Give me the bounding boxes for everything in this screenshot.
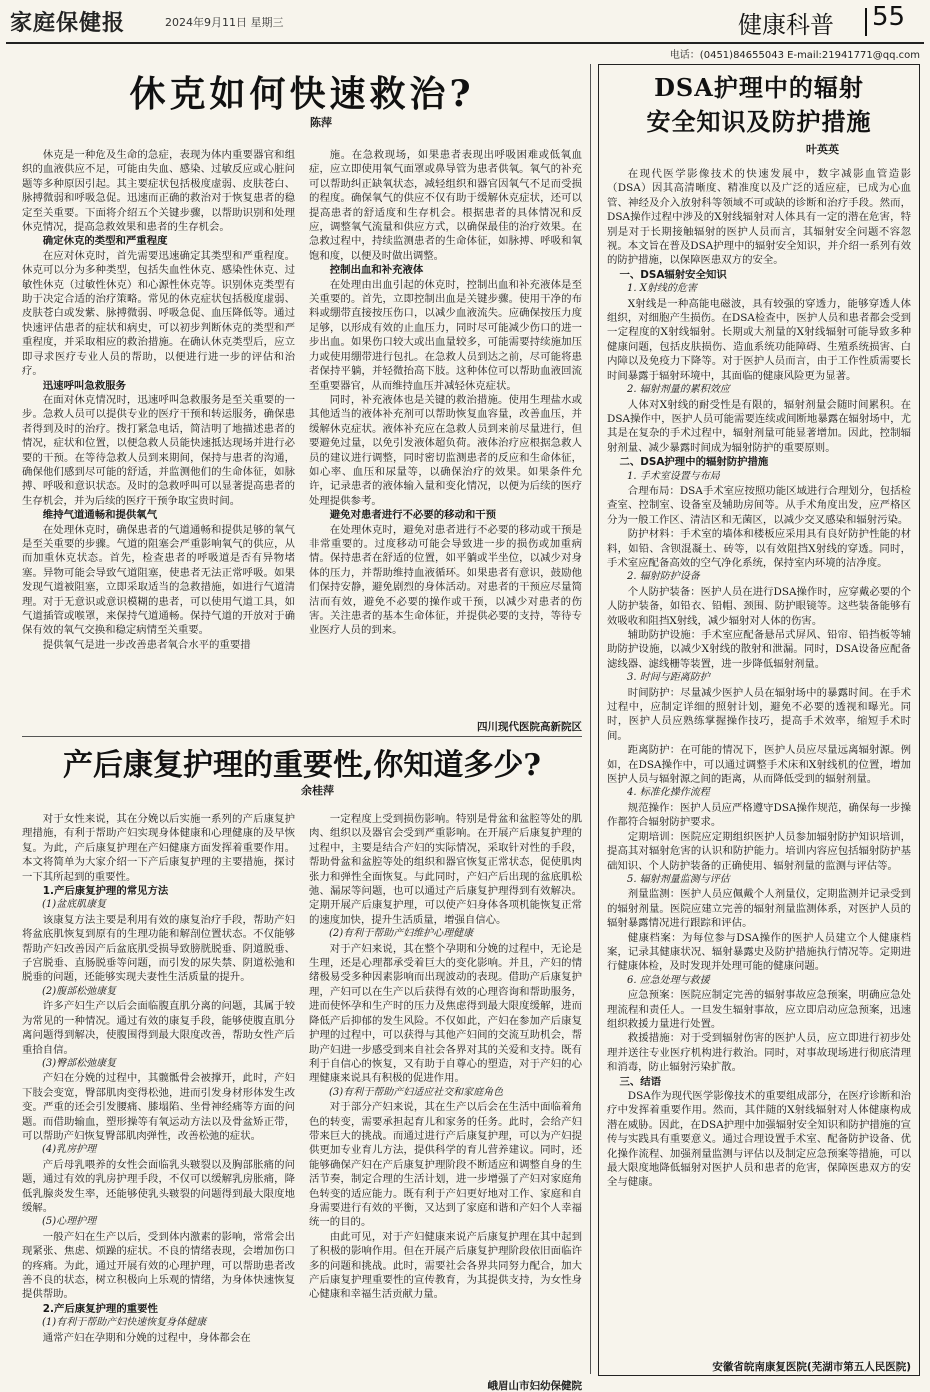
paragraph: 通常产妇在孕期和分娩的过程中，身体都会在: [42, 1331, 251, 1344]
article-dsa-radiation: [598, 64, 920, 1376]
subsection-heading: 4. 标准化操作流程: [627, 787, 710, 799]
subsection-heading: (3)臀部松弛康复: [42, 1057, 117, 1069]
text-column: [22, 812, 295, 1372]
paragraph: 由此可见，对于产妇健康来说产后康复护理在其中起到了积极的影响作用。但在开展产后康复护理阶段依旧面临许多的问题和挑战。此时，需要社会各界共同努力配合，加大产后康复护理重要性的宣传教育，为其提供支持，为女性身心健康和幸福生活贡献力量。: [309, 1230, 582, 1301]
subsection-heading: 6. 应急处理与救援: [627, 974, 710, 986]
article-postpartum-rehab: [22, 744, 582, 1392]
article-divider: [22, 736, 582, 737]
subsection-heading: 2. 辐射防护设备: [627, 571, 700, 583]
section-heading: 三、结语: [619, 1075, 662, 1088]
paragraph: 时间防护：尽量减少医护人员在辐射场中的暴露时间。在手术过程中，应制定详细的照射计划，避免不必要的透视和曝光。同时，医护人员应熟练掌握操作技巧，提高手术效率，缩短手术时间。: [607, 686, 911, 742]
issue-date: 2024年9月11日 星期三: [165, 16, 284, 29]
paragraph: 距离防护：在可能的情况下，医护人员应尽量远离辐射源。例如，在DSA操作中，可以通过调整手术床和X射线机的位置，增加医护人员与辐射源之间的距离，从而降低受到的辐射剂量。: [607, 744, 911, 786]
paragraph: 在现代医学影像技术的快速发展中，数字减影血管造影（DSA）因其高清晰度、精准度以及广泛的适应症，已成为心血管、神经及介入放射科等领域不可或缺的诊断和治疗手段。然而，DSA操作过程中涉及的X射线辐射对人体具有一定的潜在危害，特别是对于长期接触辐射的医护人员而言，其辐射安全问题不容忽视。本文旨在普及DSA护理中的辐射安全知识，并介绍一系列有效的防护措施，以保障医患双方的安全。: [607, 168, 911, 267]
paragraph: 对于产妇来说，其在整个孕期和分娩的过程中，无论是生理，还是心理都承受着巨大的变化影响。并且，产妇的情绪极易受多种因素影响而出现波动的表现。借助产后康复护理，产妇可以在生产以后获得有效的心理咨询和帮助服务，进而使怀孕和生产时的压力及焦虑得到最大限度缓解，进而降低产后抑郁的发生风险。不仅如此，产妇在参加产后康复护理的过程中，可以获得与其他产妇间的交流互助机会，帮助产妇进一步感受到来自社会各界对其的关爱和支持。既有利于自信心的恢复，又有助于自尊心的塑造，对于产妇的心理健康来说具有积极的促进作用。: [309, 942, 582, 1085]
article-author: 叶英英: [806, 143, 839, 156]
text-column: [309, 148, 582, 713]
paragraph: 施。在急救现场，如果患者表现出呼吸困难或低氧血症，应立即使用氧气面罩或鼻导管为患者供氧。氧气的补充可以帮助纠正缺氧状态，减轻组织和器官因氧气不足而受损的程度。确保氧气的供应不仅有助于缓解休克症状，还可以提高患者的舒适度和生存机会。根据患者的具体情况和反应，调整氧气流量和供应方式，以确保最佳的治疗效果。在急救过程中，持续监测患者的生命体征，如脉搏、呼吸和氧饱和度，以便及时做出调整。: [309, 149, 582, 262]
subsection-heading: 3. 时间与距离防护: [627, 672, 710, 684]
paragraph: DSA作为现代医学影像技术的重要组成部分，在医疗诊断和治疗中发挥着重要作用。然而，其伴随的X射线辐射对人体健康构成潜在威胁。因此，在DSA护理中加强辐射安全知识和防护措施的宣传与实践具有重要意义。通过合理设置手术室、配备防护设备、优化操作流程、加强剂量监测与评估以及制定应急预案等措施，可以最大限度地降低辐射对医护人员和患者的危害，保障医患双方的安全与健康。: [607, 1090, 911, 1189]
text-column: [607, 167, 911, 1355]
paragraph: 人体对X射线的耐受性是有限的，辐射剂量会随时间累积。在DSA操作中，医护人员可能需要连续或间断地暴露在辐射场中，尤其是在复杂的手术过程中，辐射剂量可能显著增加。因此，控制辐射剂量、减少暴露时间成为辐射防护的重要原则。: [607, 398, 911, 454]
newspaper-name: 家庭保健报: [10, 11, 126, 36]
article-title: [607, 71, 911, 139]
title-line: DSA护理中的辐射: [654, 73, 864, 102]
section-heading: 控制出血和补充液体: [329, 264, 424, 277]
paragraph: 定期培训：医院应定期组织医护人员参加辐射防护知识培训，提高其对辐射危害的认识和防护能力。培训内容应包括辐射防护基础知识、个人防护装备的正确使用、辐射剂量的监测与评估等。: [607, 830, 911, 872]
column-divider: [590, 64, 591, 1374]
paragraph: 该康复方法主要是利用有效的康复治疗手段，帮助产妇将盆底肌恢复到原有的生理功能和解剖位置状态。不仅能够帮助产妇改善因产后盆底肌受损导致膀胱脱垂、阴道脱垂、子宫脱垂、直肠脱垂等问题，而引发的尿失禁、阴道松弛和脱垂的问题，还能够实现夫妻性生活质量的提升。: [22, 913, 295, 984]
subsection-heading: (1)盆底肌康复: [42, 899, 107, 911]
article-source: 安徽省皖南康复医院(芜湖市第五人民医院): [712, 1361, 911, 1373]
paragraph: X射线是一种高能电磁波，具有较强的穿透力，能够穿透人体组织，对细胞产生损伤。在DSA检查中，医护人员和患者都会受到一定程度的X射线辐射。长期或大剂量的X射线辐射可能导致多种健康问题，包括皮肤损伤、造血系统功能障碍、生殖系统损害、白内障以及免疫力下降等。对于医护人员而言，由于工作性质需要长时间暴露于辐射环境中，其面临的健康风险更为显著。: [607, 297, 911, 382]
paragraph: 在处理由出血引起的休克时，控制出血和补充液体是至关重要的。首先，立即控制出血是关键步骤。使用干净的布料或绷带直接按压伤口，以减少血液流失。应确保按压力度足够，以形成有效的止血压力，同时尽可能减少伤口的进一步出血。如果伤口较大或出血量较多，可能需要持续施加压力或使用绷带进行包扎。在急救人员到达之前，尽可能将患者保持平躺，并轻微抬高下肢。这种体位可以帮助血液回流至重要器官，从而维持血压并减轻休克症状。: [309, 278, 582, 392]
section-heading: 确定休克的类型和严重程度: [42, 235, 168, 248]
paragraph: 在应对休克时，首先需要迅速确定其类型和严重程度。休克可以分为多种类型，包括失血性休克、感染性休克、过敏性休克（过敏性休克）和心源性休克等。识别休克类型有助于决定合适的治疗策略。常见的休克症状包括极度虚弱、皮肤苍白或发紫、脉搏微弱、呼吸急促、血压降低等。通过快速评估患者的症状和病史，可以初步判断休克的类型和严重程度，并采取相应的救治措施。在确认休克类型后，应立即寻求医疗专业人员的帮助，以便进行进一步的评估和治疗。: [22, 249, 295, 378]
text-column: [309, 812, 582, 1372]
section-heading: 一、DSA辐射安全知识: [619, 268, 727, 281]
paragraph: 同时，补充液体也是关键的救治措施。使用生理盐水或其他适当的液体补充剂可以帮助恢复血容量，改善血压，并缓解休克症状。液体补充应在急救人员到来前尽量进行，但要避免过量，以免引发液体超负荷。液体治疗应根据急救人员的建议进行调整，同时密切监测患者的反应和生命体征，如心率、血压和尿量等，以确保治疗的效果。如果条件允许，记录患者的液体输入量和变化情况，以便为后续的医疗处理提供参考。: [309, 393, 582, 507]
subsection-heading: 1. 手术室设置与布局: [627, 470, 720, 482]
masthead-separator: [865, 8, 867, 36]
subsection-heading: 2. 辐射剂量的累积效应: [627, 384, 730, 396]
section-heading: 二、DSA护理中的辐射防护措施: [619, 456, 769, 469]
subsection-heading: (2)腹部松弛康复: [42, 985, 117, 997]
article-source: 四川现代医院高新院区: [477, 721, 582, 733]
paragraph: 许多产妇生产以后会面临腹直肌分离的问题，其属于较为常见的一种情况。通过有效的康复手段，能够使腹直肌分离问题得到解决，使腹围得到最大限度改善，帮助女性产后重拾自信。: [22, 1000, 295, 1056]
subsection-heading: (1)有利于帮助产妇快速恢复身体健康: [42, 1317, 207, 1329]
paragraph: 应急预案：医院应制定完善的辐射事故应急预案，明确应急处理流程和责任人。一旦发生辐射事故，应立即启动应急预案，迅速组织救援力量进行处置。: [607, 989, 911, 1030]
paragraph: 提供氧气是进一步改善患者氧合水平的重要措: [42, 638, 251, 651]
paragraph: 救援措施：对于受到辐射伤害的医护人员，应立即进行初步处理并送往专业医疗机构进行救治。同时，对事故现场进行彻底清理和消毒，防止辐射污染扩散。: [607, 1032, 911, 1074]
paragraph: 在处理休克时，确保患者的气道通畅和提供足够的氧气是至关重要的步骤。气道的阻塞会严重影响氧气的供应，从而加重休克状态。首先，检查患者的呼吸道是否有异物堵塞。异物可能会导致气道阻塞，使患者无法正常呼吸。如果发现气道被阻塞，立即采取适当的急救措施，如进行气道清理。对于无意识或意识模糊的患者，可以使用气道工具，如气道插管或喉罩，来保持气道通畅。保持气道的开放对于确保有效的氧气交换和稳定病情至关重要。: [22, 523, 295, 637]
paragraph: 在面对休克情况时，迅速呼叫急救服务是至关重要的一步。急救人员可以提供专业的医疗干预和转运服务，确保患者得到及时的治疗。拨打紧急电话，简洁明了地描述患者的情况，症状和位置，以便急救人员能快速抵达现场并进行必要的干预。在等待急救人员到来期间，保持与患者的沟通，确保他们感到尽可能的舒适，并监测他们的生命体征，如脉搏、呼吸和意识状态。及时的急救呼叫可以显著提高患者的生存机会，并为后续的医疗干预争取宝贵时间。: [22, 393, 295, 507]
subsection-heading: 1. X射线的危害: [627, 283, 697, 295]
paragraph: 规范操作：医护人员应严格遵守DSA操作规范，确保每一步操作都符合辐射防护要求。: [607, 801, 911, 829]
paragraph: 健康档案：为每位参与DSA操作的医护人员建立个人健康档案，记录其健康状况、辐射暴露史及防护措施执行情况等。定期进行健康体检，及时发现并处理可能的健康问题。: [607, 931, 911, 973]
article-body: [22, 812, 582, 1372]
article-author: 陈萍: [310, 116, 332, 129]
contact-line: 电话：(0451)84655043 E-mail:21941771@qq.com: [669, 50, 920, 61]
paragraph: 对于女性来说，其在分娩以后实施一系列的产后康复护理措施，有利于帮助产妇实现身体健康和心理健康的及早恢复。为此，产后康复护理在产妇健康方面发挥着重要作用。本文将简单为大家介绍一下产后康复护理的主要措施，探讨一下其所起到的重要性。: [22, 813, 295, 883]
section-heading: 2.产后康复护理的重要性: [42, 1302, 158, 1315]
subsection-heading: 5. 辐射剂量监测与评估: [627, 873, 730, 885]
section-heading: 1.产后康复护理的常见方法: [42, 885, 169, 898]
subsection-heading: (4)乳房护理: [42, 1144, 97, 1156]
paragraph: 休克是一种危及生命的急症，表现为体内重要器官和组织的血液供应不足，可能由失血、感染、过敏反应或心脏问题等多种原因引起。其主要症状包括极度虚弱、皮肤苍白、脉搏微弱和呼吸急促。迅速而正确的救治对于恢复患者的稳定至关重要。下面将介绍五个关键步骤，以帮助识别和处理休克情况，提高急救效果和患者的生存机会。: [22, 149, 295, 234]
paragraph: 产后母乳喂养的女性会面临乳头皲裂以及胸部胀痛的问题，通过有效的乳房护理手段，不仅可以缓解乳房胀痛，降低乳腺炎发生率，还能够使乳头皲裂的问题得到最大限度地缓解。: [22, 1158, 295, 1214]
paragraph: 产妇在分娩的过程中，其髋骶骨会被撑开，此时，产妇下肢会变宽，臀部肌肉变得松弛，进而引发身材形体发生改变。严重的还会引发腰痛、膝塌陷、坐骨神经痛等方面的问题。而借助输血，塑形操等有氧运动方法以及骨盆矫正带，可以帮助产妇恢复臀部肌肉弹性，改善松弛的症状。: [22, 1072, 295, 1142]
paragraph: 防护材料：手术室的墙体和楼板应采用具有良好防护性能的材料，如铅、含钡混凝土、砖等，以有效阻挡X射线的穿透。同时，手术室应配备高效的空气净化系统，保持室内环境的洁净度。: [607, 528, 911, 569]
paragraph: 一般产妇在生产以后，受到体内激素的影响，常常会出现紧张、焦虑、烦躁的症状。不良的情绪表现，会增加伤口的疼痛。为此，通过开展有效的心理护理，可以帮助患者改善不良的状态，树立积极向上乐观的情绪，为身体快速恢复提供帮助。: [22, 1230, 295, 1301]
paragraph: 在处理休克时，避免对患者进行不必要的移动或干预是非常重要的。过度移动可能会导致进一步的损伤或加重病情。保持患者在舒适的位置，如平躺或半坐位，以减少对身体的压力，并帮助维持血液循环。如果患者有意识，鼓励他们保持安静，避免剧烈的身体活动。对患者的干预应尽量简洁而有效，避免不必要的操作或干预，以减少对患者的伤害。关注患者的基本生命体征，并提供必要的支持，等待专业医疗人员的到来。: [309, 523, 582, 637]
masthead: [0, 0, 930, 61]
article-title: 休克如何快速救治?: [129, 73, 475, 115]
masthead-rule: [6, 42, 924, 44]
article-shock-treatment: [22, 70, 582, 734]
subsection-heading: (2)有利于帮助产妇维护心理健康: [329, 928, 474, 940]
section-title: 健康科普: [738, 11, 834, 39]
title-line: 安全知识及防护措施: [646, 107, 872, 136]
paragraph: 一定程度上受到损伤影响。特别是骨盆和盆腔等处的肌肉、组织以及器官会受到严重影响。在开展产后康复护理的过程中，主要是结合产妇的实际情况，采取针对性的手段，帮助骨盆和盆腔等处的组织和器官恢复正常状态，促使肌肉张力和弹性全面恢复。与此同时，产妇产后出现的盆底肌松弛、漏尿等问题，也可以通过产后康复护理得到有效解决。定期开展产后康复护理，可以使产妇身体各项机能恢复正常的速度加快，提升生活质量，增强自信心。: [309, 813, 582, 926]
subsection-heading: (5)心理护理: [42, 1216, 97, 1228]
paragraph: 辅助防护设施：手术室应配备悬吊式屏风、铅帘、铅挡板等辅助防护设施，以减少X射线的散射和泄漏。同时，DSA设备应配备滤线器、滤线栅等装置，进一步降低辐射剂量。: [607, 629, 911, 670]
article-author: 余桂萍: [301, 784, 334, 797]
subsection-heading: (3)有利于帮助产妇适应社交和家庭角色: [329, 1086, 504, 1098]
section-heading: 避免对患者进行不必要的移动和干预: [329, 509, 497, 522]
section-heading: 迅速呼叫急救服务: [42, 379, 126, 392]
text-column: [22, 148, 295, 713]
article-title: 产后康复护理的重要性,你知道多少?: [62, 748, 542, 783]
paragraph: 剂量监测：医护人员应佩戴个人剂量仪，定期监测并记录受到的辐射剂量。医院应建立完善的辐射剂量监测体系，对医护人员的辐射暴露情况进行跟踪和评估。: [607, 888, 911, 930]
section-heading: 维持气道通畅和提供氧气: [42, 509, 158, 522]
page-number: 55: [872, 2, 906, 32]
article-source: 峨眉山市妇幼保健院: [487, 1380, 582, 1392]
paragraph: 个人防护装备：医护人员在进行DSA操作时，应穿戴必要的个人防护装备，如铅衣、铅帽、颈围、防护眼镜等。这些装备能够有效吸收和阻挡X射线，减少辐射对人体的伤害。: [607, 585, 911, 627]
paragraph: 对于部分产妇来说，其在生产以后会在生活中面临着角色的转变，需要承担起育儿和家务的任务。此时，会给产妇带来巨大的挑战。而通过进行产后康复护理，可以为产妇提供更加专业育儿方法，提供科学的育儿营养建议。同时，还能够确保产妇在产后康复护理阶段不断适应和调整自身的生活节奏，制定合理的生活计划，进一步增强了产妇对家庭角色转变的适应能力。既有利于产妇更好地对工作、家庭和自身需要进行有效的平衡，又达到了家庭和谐和产妇个人幸福统一的目的。: [309, 1101, 582, 1229]
paragraph: 合理布局：DSA手术室应按照功能区域进行合理划分，包括检查室、控制室、设备室及辅助房间等。从手术角度出发，应严格区分为一般工作区、清洁区和无菌区，以减少交叉感染和辐射污染。: [607, 484, 911, 526]
article-body: [22, 148, 582, 713]
